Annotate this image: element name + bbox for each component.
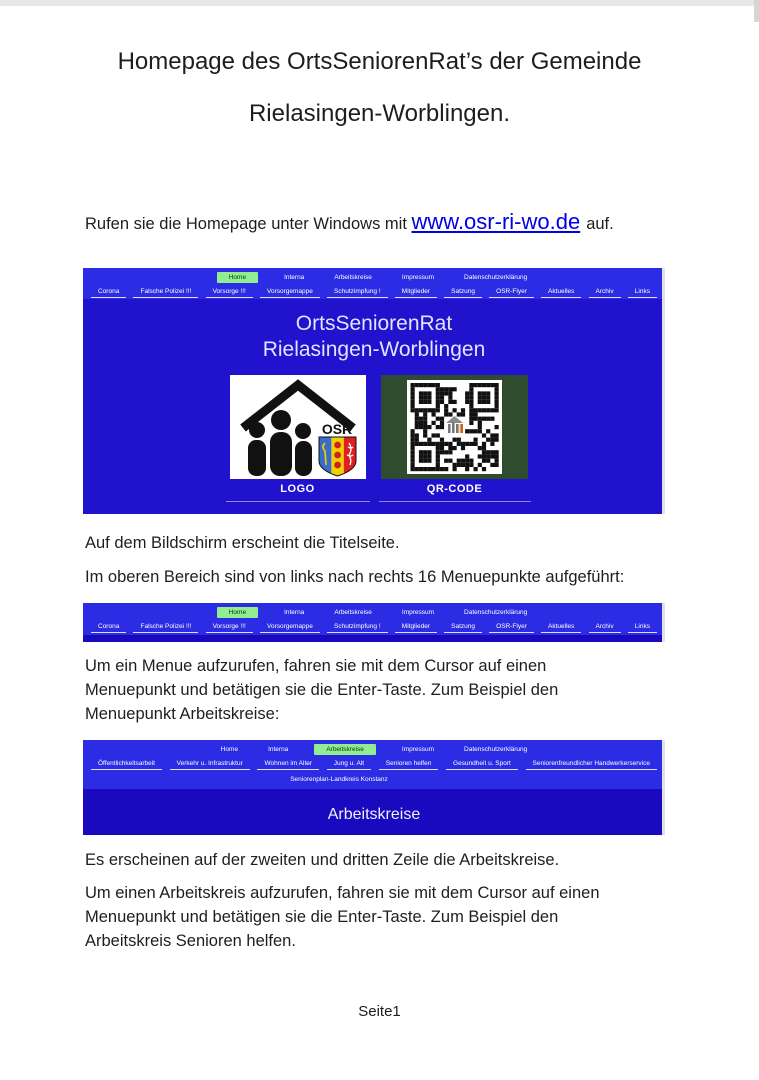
menu-row-1 (83, 268, 665, 284)
menu-item-datenschutzerklaerung[interactable]: Datenschutzerklärung (464, 608, 528, 616)
menu-item-home[interactable]: Home (220, 745, 239, 753)
menu-item-senioren-helfen[interactable]: Senioren helfen (379, 760, 439, 770)
qr-code-image[interactable] (381, 375, 528, 479)
menu-item-vorsorgemappe[interactable]: Vorsorgemappe (260, 623, 320, 633)
site-title-line1: OrtsSeniorenRat (295, 312, 453, 335)
menu-item-falsche-polizei[interactable]: Falsche Polizei !!! (133, 288, 198, 298)
menu-item-schutzimpfung[interactable]: Schutzimpfung ! (327, 288, 388, 298)
menu-item-seniorenplan-landkreis-konstanz[interactable]: Seniorenplan-Landkreis Konstanz (276, 776, 402, 790)
intro-paragraph (85, 209, 614, 235)
menu-item-osr-flyer[interactable]: OSR-Flyer (489, 623, 534, 633)
arbeitskreise-heading: Arbeitskreise (83, 789, 665, 835)
homepage-link[interactable]: www.osr-ri-wo.de (411, 208, 581, 234)
menu-item-mitglieder[interactable]: Mitglieder (395, 623, 437, 633)
menu-item-vorsorge[interactable]: Vorsorge !!! (206, 288, 253, 298)
menu-item-wohnen-im-alter[interactable]: Wohnen im Alter (257, 760, 319, 770)
menu-item-interna[interactable]: Interna (284, 608, 305, 616)
logo-label: LOGO (280, 483, 315, 495)
menu-item-interna[interactable]: Interna (284, 273, 305, 281)
page-number: Seite1 (358, 1003, 401, 1020)
menu-item-impressum[interactable]: Impressum (401, 745, 435, 753)
menu-item-home[interactable]: Home (217, 607, 258, 618)
menu-item-arbeitskreise[interactable]: Arbeitskreise (334, 273, 372, 281)
menu-item-datenschutzerklaerung[interactable]: Datenschutzerklärung (464, 273, 528, 281)
menu-item-osr-flyer[interactable]: OSR-Flyer (489, 288, 534, 298)
paragraph-line: Menuepunkt und betätigen sie die Enter-Taste. Zum Beispiel den (85, 908, 559, 926)
website-body (83, 299, 665, 514)
paragraph-line: Um ein Menue aufzurufen, fahren sie mit dem Cursor auf einen (85, 657, 547, 675)
site-title-line2: Rielasingen-Worblingen (262, 338, 486, 361)
logo-column (226, 375, 370, 502)
page-corner-edge (754, 0, 759, 22)
menu-item-archiv[interactable]: Archiv (589, 288, 621, 298)
paragraph-titelseite: Auf dem Bildschirm erscheint die Titelseite. (85, 534, 400, 552)
menu-item-aktuelles[interactable]: Aktuelles (541, 288, 581, 298)
page-top-edge (0, 0, 759, 6)
document-title-line2: Rielasingen-Worblingen. (248, 100, 511, 127)
menu-item-satzung[interactable]: Satzung (444, 623, 482, 633)
menu-bottom-strip (83, 635, 665, 642)
menu-item-home[interactable]: Home (217, 272, 258, 283)
paragraph-zeilen: Es erscheinen auf der zweiten und dritten Zeile die Arbeitskreise. (85, 851, 560, 869)
menu-item-datenschutzerklaerung[interactable]: Datenschutzerklärung (464, 745, 528, 753)
menu-item-links[interactable]: Links (628, 288, 657, 298)
menu-item-arbeitskreise[interactable]: Arbeitskreise (334, 608, 372, 616)
menu-row-1 (83, 603, 665, 619)
menu-item-links[interactable]: Links (628, 623, 657, 633)
screenshot-edge (662, 603, 665, 642)
menu-row-1 (83, 740, 665, 756)
menu-item-archiv[interactable]: Archiv (589, 623, 621, 633)
paragraph-arbeitskreis-aufrufen (85, 881, 600, 953)
menu-item-impressum[interactable]: Impressum (401, 273, 435, 281)
paragraph-line: Menuepunkt Arbeitskreise: (85, 705, 280, 723)
menu-item-aktuelles[interactable]: Aktuelles (541, 623, 581, 633)
menu-item-satzung[interactable]: Satzung (444, 288, 482, 298)
screenshot-edge (662, 740, 665, 835)
logo-underline (226, 501, 370, 502)
media-row (87, 375, 665, 502)
paragraph-line: Arbeitskreis Senioren helfen. (85, 932, 296, 950)
menu-item-verkehr-u-infrastruktur[interactable]: Verkehr u. Infrastruktur (170, 760, 250, 770)
document-title-line1: Homepage des OrtsSeniorenRat’s der Gemeinde (117, 48, 642, 75)
menu-item-oeffentlichkeitsarbeit[interactable]: Öffentlichkeitsarbeit (91, 760, 162, 770)
screenshot-edge (662, 268, 665, 514)
arbeitskreise-menu-row (83, 756, 665, 773)
menu-item-mitglieder[interactable]: Mitglieder (395, 288, 437, 298)
paragraph-line: Um einen Arbeitskreis aufzurufen, fahren sie mit dem Cursor auf einen (85, 884, 600, 902)
menu-item-seniorenfreundlicher-handwerkerservice[interactable]: Seniorenfreundlicher Handwerkerservice (526, 760, 657, 770)
menu-item-vorsorge[interactable]: Vorsorge !!! (206, 623, 253, 633)
website-screenshot-menuleiste (83, 603, 665, 642)
qr-underline (379, 501, 531, 502)
menu-item-arbeitskreise[interactable]: Arbeitskreise (314, 744, 376, 755)
intro-text-suffix: auf. (586, 214, 614, 233)
intro-text-prefix: Rufen sie die Homepage unter Windows mit (85, 214, 412, 233)
menu-item-falsche-polizei[interactable]: Falsche Polizei !!! (133, 623, 198, 633)
paragraph-line: Menuepunkt und betätigen sie die Enter-Taste. Zum Beispiel den (85, 681, 559, 699)
arbeitskreise-menu-row-3 (83, 773, 665, 790)
qr-code-label: QR-CODE (426, 483, 483, 495)
paragraph-menuepunkte: Im oberen Bereich sind von links nach rechts 16 Menuepunkte aufgeführt: (85, 568, 625, 586)
osr-logo-image[interactable] (230, 375, 366, 479)
menu-item-vorsorgemappe[interactable]: Vorsorgemappe (260, 288, 320, 298)
paragraph-menue-aufrufen (85, 654, 558, 726)
menu-item-corona[interactable]: Corona (91, 288, 126, 298)
menu-item-corona[interactable]: Corona (91, 623, 126, 633)
website-screenshot-titelseite (83, 268, 665, 514)
menu-item-interna[interactable]: Interna (268, 745, 289, 753)
menu-item-jung-u-alt[interactable]: Jung u. Alt (327, 760, 371, 770)
menu-row-2 (83, 619, 665, 636)
osr-logo-text: OSR (321, 421, 352, 437)
menu-item-impressum[interactable]: Impressum (401, 608, 435, 616)
menu-item-schutzimpfung[interactable]: Schutzimpfung ! (327, 623, 388, 633)
menu-item-gesundheit-u-sport[interactable]: Gesundheit u. Sport (446, 760, 518, 770)
qr-column (379, 375, 531, 502)
website-screenshot-arbeitskreise (83, 740, 665, 835)
